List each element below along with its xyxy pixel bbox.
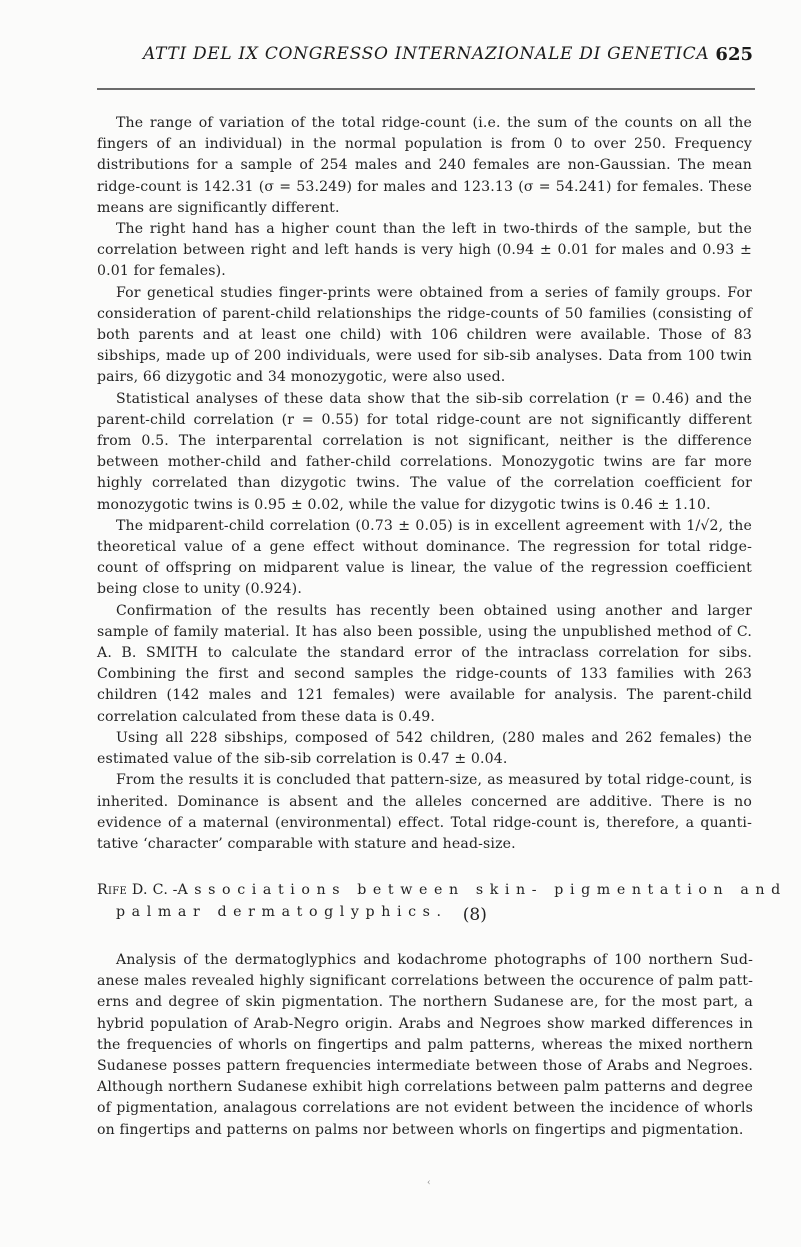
paragraph: Confirmation of the results has recently been obtained using another and larger sample of family material. It has also been possible, using the unpublished method of C. A. B. SMITH to calculate the standard error of the intraclass correlation for sibs. Combining the first and second samples the ridge-counts of 133 families with 263 children (142 males and 121 females) were available for analysis. The parent-child correlation calculated from these data is 0.49.	[97, 602, 752, 725]
abstract-body	[97, 950, 753, 1141]
abstract-author: Rife D. C.	[97, 882, 169, 898]
paragraph: From the results it is concluded that pattern-size, as measured by total ridge-count, is inherited. Dominance is absent and the alleles concerned are additive. There is no evidence of a maternal (environmental) effect. Total ridge-count is, therefore, a quanti-tative ‘character’ comparable with stature and head-size.	[97, 772, 752, 852]
paragraph: Statistical analyses of these data show that the sib-sib correlation (r = 0.46) and the parent-child correlation (r = 0.55) for total ridge-count are not significantly different from 0.5. The interparental correlation is not significant, neither is the difference between mother-child and father-child correlations. Monozygotic twins are far more highly correlated than dizygotic twins. The value of the correlation coefficient for monozygotic twins is 0.95 ± 0.02, while the value for dizygotic twins is 0.46 ± 1.10.	[97, 390, 752, 513]
abstract-heading	[97, 880, 787, 925]
main-body	[97, 113, 752, 855]
paragraph: For genetical studies finger-prints were obtained from a series of family groups. For consideration of parent-child relationships the ridge-counts of 50 families (consisting of both parents and at least one child) with 106 children were available. Those of 83 sibships, made up of 200 individuals, were used for sib-sib analyses. Data from 100 twin pairs, 66 dizygotic and 34 monozygotic, were also used.	[97, 284, 752, 386]
abstract-title-line-1: Associations between skin- pigmentation and	[177, 882, 787, 898]
running-title: ATTI DEL IX CONGRESSO INTERNAZIONALE DI GENETICA	[143, 44, 710, 64]
reference-number: (8)	[462, 905, 487, 925]
header-rule	[97, 88, 755, 90]
paragraph: The right hand has a higher count than the left in two-thirds of the sample, but the correlation between right and left hands is very high (0.94 ± 0.01 for males and 0.93 ± 0.01 for females).	[97, 221, 752, 280]
paragraph: The midparent-child correlation (0.73 ± 0.05) is in excellent agreement with 1/√2, the theoretical value of a gene effect without dominance. The regression for total ridge-count of offspring on midparent value is linear, the value of the regression coefficient being close to unity (0.924).	[97, 517, 752, 598]
stray-mark: ‹	[427, 1178, 431, 1188]
abstract-paragraph: Analysis of the dermatoglyphics and kodachrome photographs of 100 northern Sud-anese males revealed highly significant correlations between the occurence of palm patt-erns and degree of skin pigmentation. The northern Sudanese are, for the most part, a hybrid population of Arab-Negro origin. Arabs and Negroes show marked differences in the frequencies of whorls on fingertips and palm patterns, whereas the mixed northern Sudanese posses pattern frequencies intermediate between those of Arabs and Negroes. Although northern Sudanese exhibit high correlations between palm patterns and degree of pigmentation, analagous correlations are not evident between the incidence of whorls on fingertips and patterns on palms nor between whorls on fingertips and pigmentation.	[97, 952, 753, 1138]
running-header	[143, 44, 753, 84]
paragraph: The range of variation of the total ridge-count (i.e. the sum of the counts on all the fingers of an individual) in the normal population is from 0 to over 250. Frequency distributions for a sample of 254 males and 240 females are non-Gaussian. The mean ridge-count is 142.31 (σ = 53.249) for males and 123.13 (σ = 54.241) for females. These means are significantly different.	[97, 115, 752, 216]
paragraph: Using all 228 sibships, composed of 542 children, (280 males and 262 females) the estimated value of the sib-sib correlation is 0.47 ± 0.04.	[97, 729, 752, 768]
abstract-title-line-2: palmar dermatoglyphics.	[116, 904, 448, 920]
page-number: 625	[715, 44, 753, 65]
heading-separator: -	[172, 882, 178, 898]
